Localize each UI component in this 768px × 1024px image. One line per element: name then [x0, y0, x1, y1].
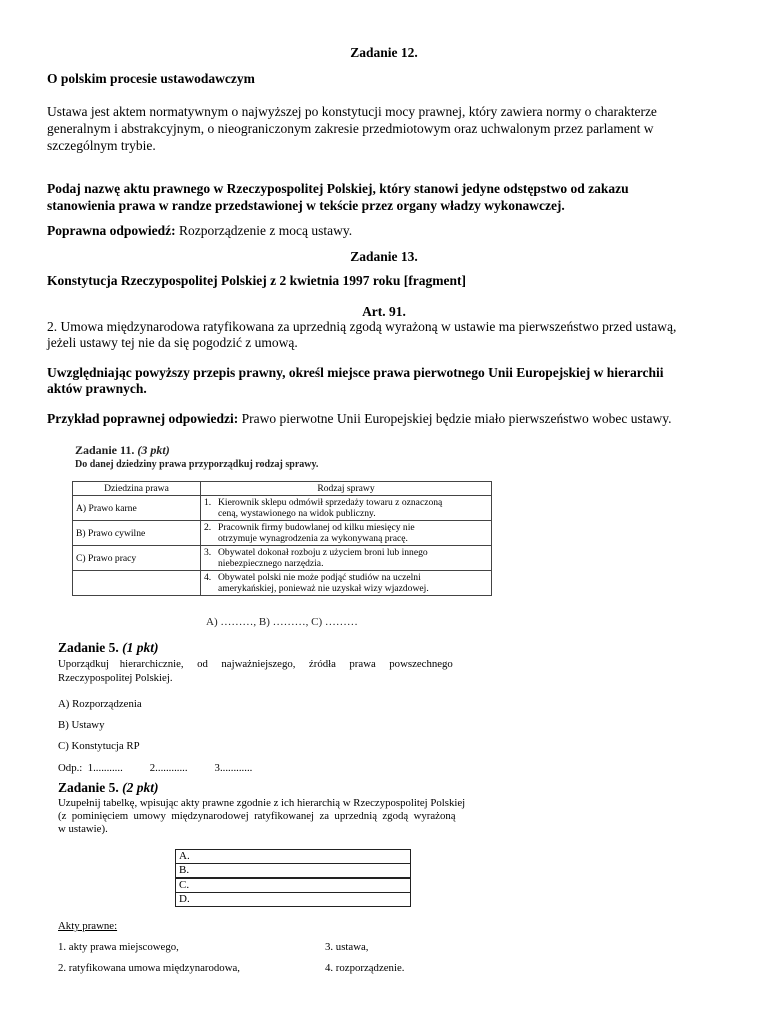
task5a-option-c: C) Konstytucja RP — [58, 740, 140, 752]
task13-title: Konstytucja Rzeczypospolitej Polskiej z 2 kwietnia 1997 roku [fragment] — [47, 273, 466, 288]
task5b-instruction-line1: Uzupełnij tabelkę, wpisując akty prawne zgodnie z ich hierarchią w Rzeczypospolitej Polskiej — [58, 797, 466, 809]
task11-case-cell — [201, 546, 492, 571]
case-text-line1: Obywatel polski nie może podjąć studiów na uczelni — [218, 572, 421, 583]
task11-domain-cell: C) Prawo pracy — [73, 546, 201, 571]
table-row — [73, 521, 492, 546]
task5b-points: (2 pkt) — [122, 780, 159, 795]
act-item-2: 2. ratyfikowana umowa międzynarodowa, — [58, 962, 240, 974]
table-row — [73, 571, 492, 596]
act-item-1: 1. akty prawa miejscowego, — [58, 941, 179, 953]
task5b-instruction-line3: w ustawie). — [58, 823, 108, 835]
task5a-option-a: A) Rozporządzenia — [58, 698, 142, 710]
task11-instruction: Do danej dziedziny prawa przyporządkuj rodzaj sprawy. — [75, 459, 319, 470]
task13-article-line1: 2. Umowa międzynarodowa ratyfikowana za uprzednią zgodą wyrażoną w ustawie ma pierwszeństwo przed ustawą, — [47, 319, 677, 334]
task11-case-cell — [201, 571, 492, 596]
task11-heading: Zadanie 11. — [75, 443, 135, 457]
hierarchy-slot-c: C. — [176, 879, 410, 893]
task11-heading-row — [75, 443, 170, 457]
task13-answer-label: Przykład poprawnej odpowiedzi: — [47, 411, 239, 426]
task13-answer — [47, 410, 672, 427]
task11-domain-cell: B) Prawo cywilne — [73, 521, 201, 546]
hierarchy-table — [175, 849, 411, 907]
task12-answer — [47, 222, 352, 239]
hierarchy-slot-a: A. — [176, 850, 410, 864]
table-row — [73, 496, 492, 521]
task12-answer-label: Poprawna odpowiedź: — [47, 223, 176, 238]
task13-article: Art. 91. — [362, 304, 406, 319]
task11-col-header-domain: Dziedzina prawa — [73, 482, 201, 496]
task12-title: O polskim procesie ustawodawczym — [47, 71, 255, 86]
case-number: 2. — [204, 522, 212, 533]
task12-question-line1: Podaj nazwę aktu prawnego w Rzeczypospolitej Polskiej, który stanowi jedyne odstępstwo od zakazu — [47, 181, 629, 196]
task11-case-cell — [201, 496, 492, 521]
case-text-line2: ceną, wystawionego na widok publiczny. — [218, 508, 376, 519]
task12-heading: Zadanie 12. — [350, 45, 418, 60]
task5a-option-b: B) Ustawy — [58, 719, 105, 731]
case-text-line2: niebezpiecznego narzędzia. — [218, 558, 324, 569]
task13-question-line2: aktów prawnych. — [47, 381, 147, 396]
task5a-points: (1 pkt) — [122, 640, 159, 655]
task5a-heading-row — [58, 640, 159, 656]
task5b-heading-row — [58, 780, 159, 796]
table-row — [73, 546, 492, 571]
task5a-heading: Zadanie 5. — [58, 640, 119, 655]
task13-article-line2: jeżeli ustawy tej nie da się pogodzić z umową. — [47, 335, 298, 350]
task13-question-line1: Uwzględniając powyższy przepis prawny, określ miejsce prawa pierwotnego Unii Europejskiej w hierarchii — [47, 365, 664, 380]
task11-points: (3 pkt) — [137, 443, 170, 457]
task12-question-line2: stanowienia prawa w randze przedstawionej w tekście przez organy władzy wykonawczej. — [47, 198, 565, 213]
case-text-line1: Pracownik firmy budowlanej od kilku miesięcy nie — [218, 522, 415, 533]
task12-paragraph-line1: Ustawa jest aktem normatywnym o najwyższej po konstytucji mocy prawnej, który zawiera normy o charakterze — [47, 104, 657, 119]
task5b-instruction-line2: (z pominięciem umowy międzynarodowej ratyfikowanej za uprzednią zgodą wyrażoną — [58, 810, 456, 822]
task5a-instruction-line1: Uporządkuj hierarchicznie, od najważniejszego, źródła prawa powszechnego — [58, 658, 453, 670]
acts-label: Akty prawne: — [58, 920, 118, 932]
case-text-line2: otrzymuje wynagrodzenia za wykonywaną pracę. — [218, 533, 408, 544]
task12-paragraph-line3: szczególnym trybie. — [47, 138, 156, 153]
task5a-answer-line: Odp.: 1........... 2............ 3............ — [58, 762, 253, 774]
case-text-line2: amerykańskiej, ponieważ nie uzyskał wizy wjazdowej. — [218, 583, 429, 594]
act-item-3: 3. ustawa, — [325, 941, 369, 953]
task13-heading: Zadanie 13. — [350, 249, 418, 264]
case-number: 4. — [204, 572, 212, 583]
task11-case-cell — [201, 521, 492, 546]
task13-answer-text: Prawo pierwotne Unii Europejskiej będzie miało pierwszeństwo wobec ustawy. — [238, 411, 672, 426]
task11-table — [72, 481, 492, 596]
case-text-line1: Obywatel dokonał rozboju z użyciem broni lub innego — [218, 547, 428, 558]
task11-domain-cell — [73, 571, 201, 596]
task5a-instruction-line2: Rzeczypospolitej Polskiej. — [58, 672, 173, 684]
case-number: 3. — [204, 547, 212, 558]
case-text-line1: Kierownik sklepu odmówił sprzedaży towaru z oznaczoną — [218, 497, 443, 508]
hierarchy-slot-b: B. — [176, 864, 410, 879]
task12-paragraph-line2: generalnym i abstrakcyjnym, o nieograniczonym zakresie przedmiotowym oraz uchwalonym przez parlament w — [47, 121, 654, 136]
task5b-heading: Zadanie 5. — [58, 780, 119, 795]
task12-answer-text: Rozporządzenie z mocą ustawy. — [175, 223, 353, 238]
act-item-4: 4. rozporządzenie. — [325, 962, 405, 974]
case-number: 1. — [204, 497, 212, 508]
task11-answer-line: A) ………, B) ………, C) ……… — [206, 616, 358, 628]
task11-domain-cell: A) Prawo karne — [73, 496, 201, 521]
task11-col-header-case: Rodzaj sprawy — [201, 482, 492, 496]
hierarchy-slot-d: D. — [179, 893, 190, 905]
